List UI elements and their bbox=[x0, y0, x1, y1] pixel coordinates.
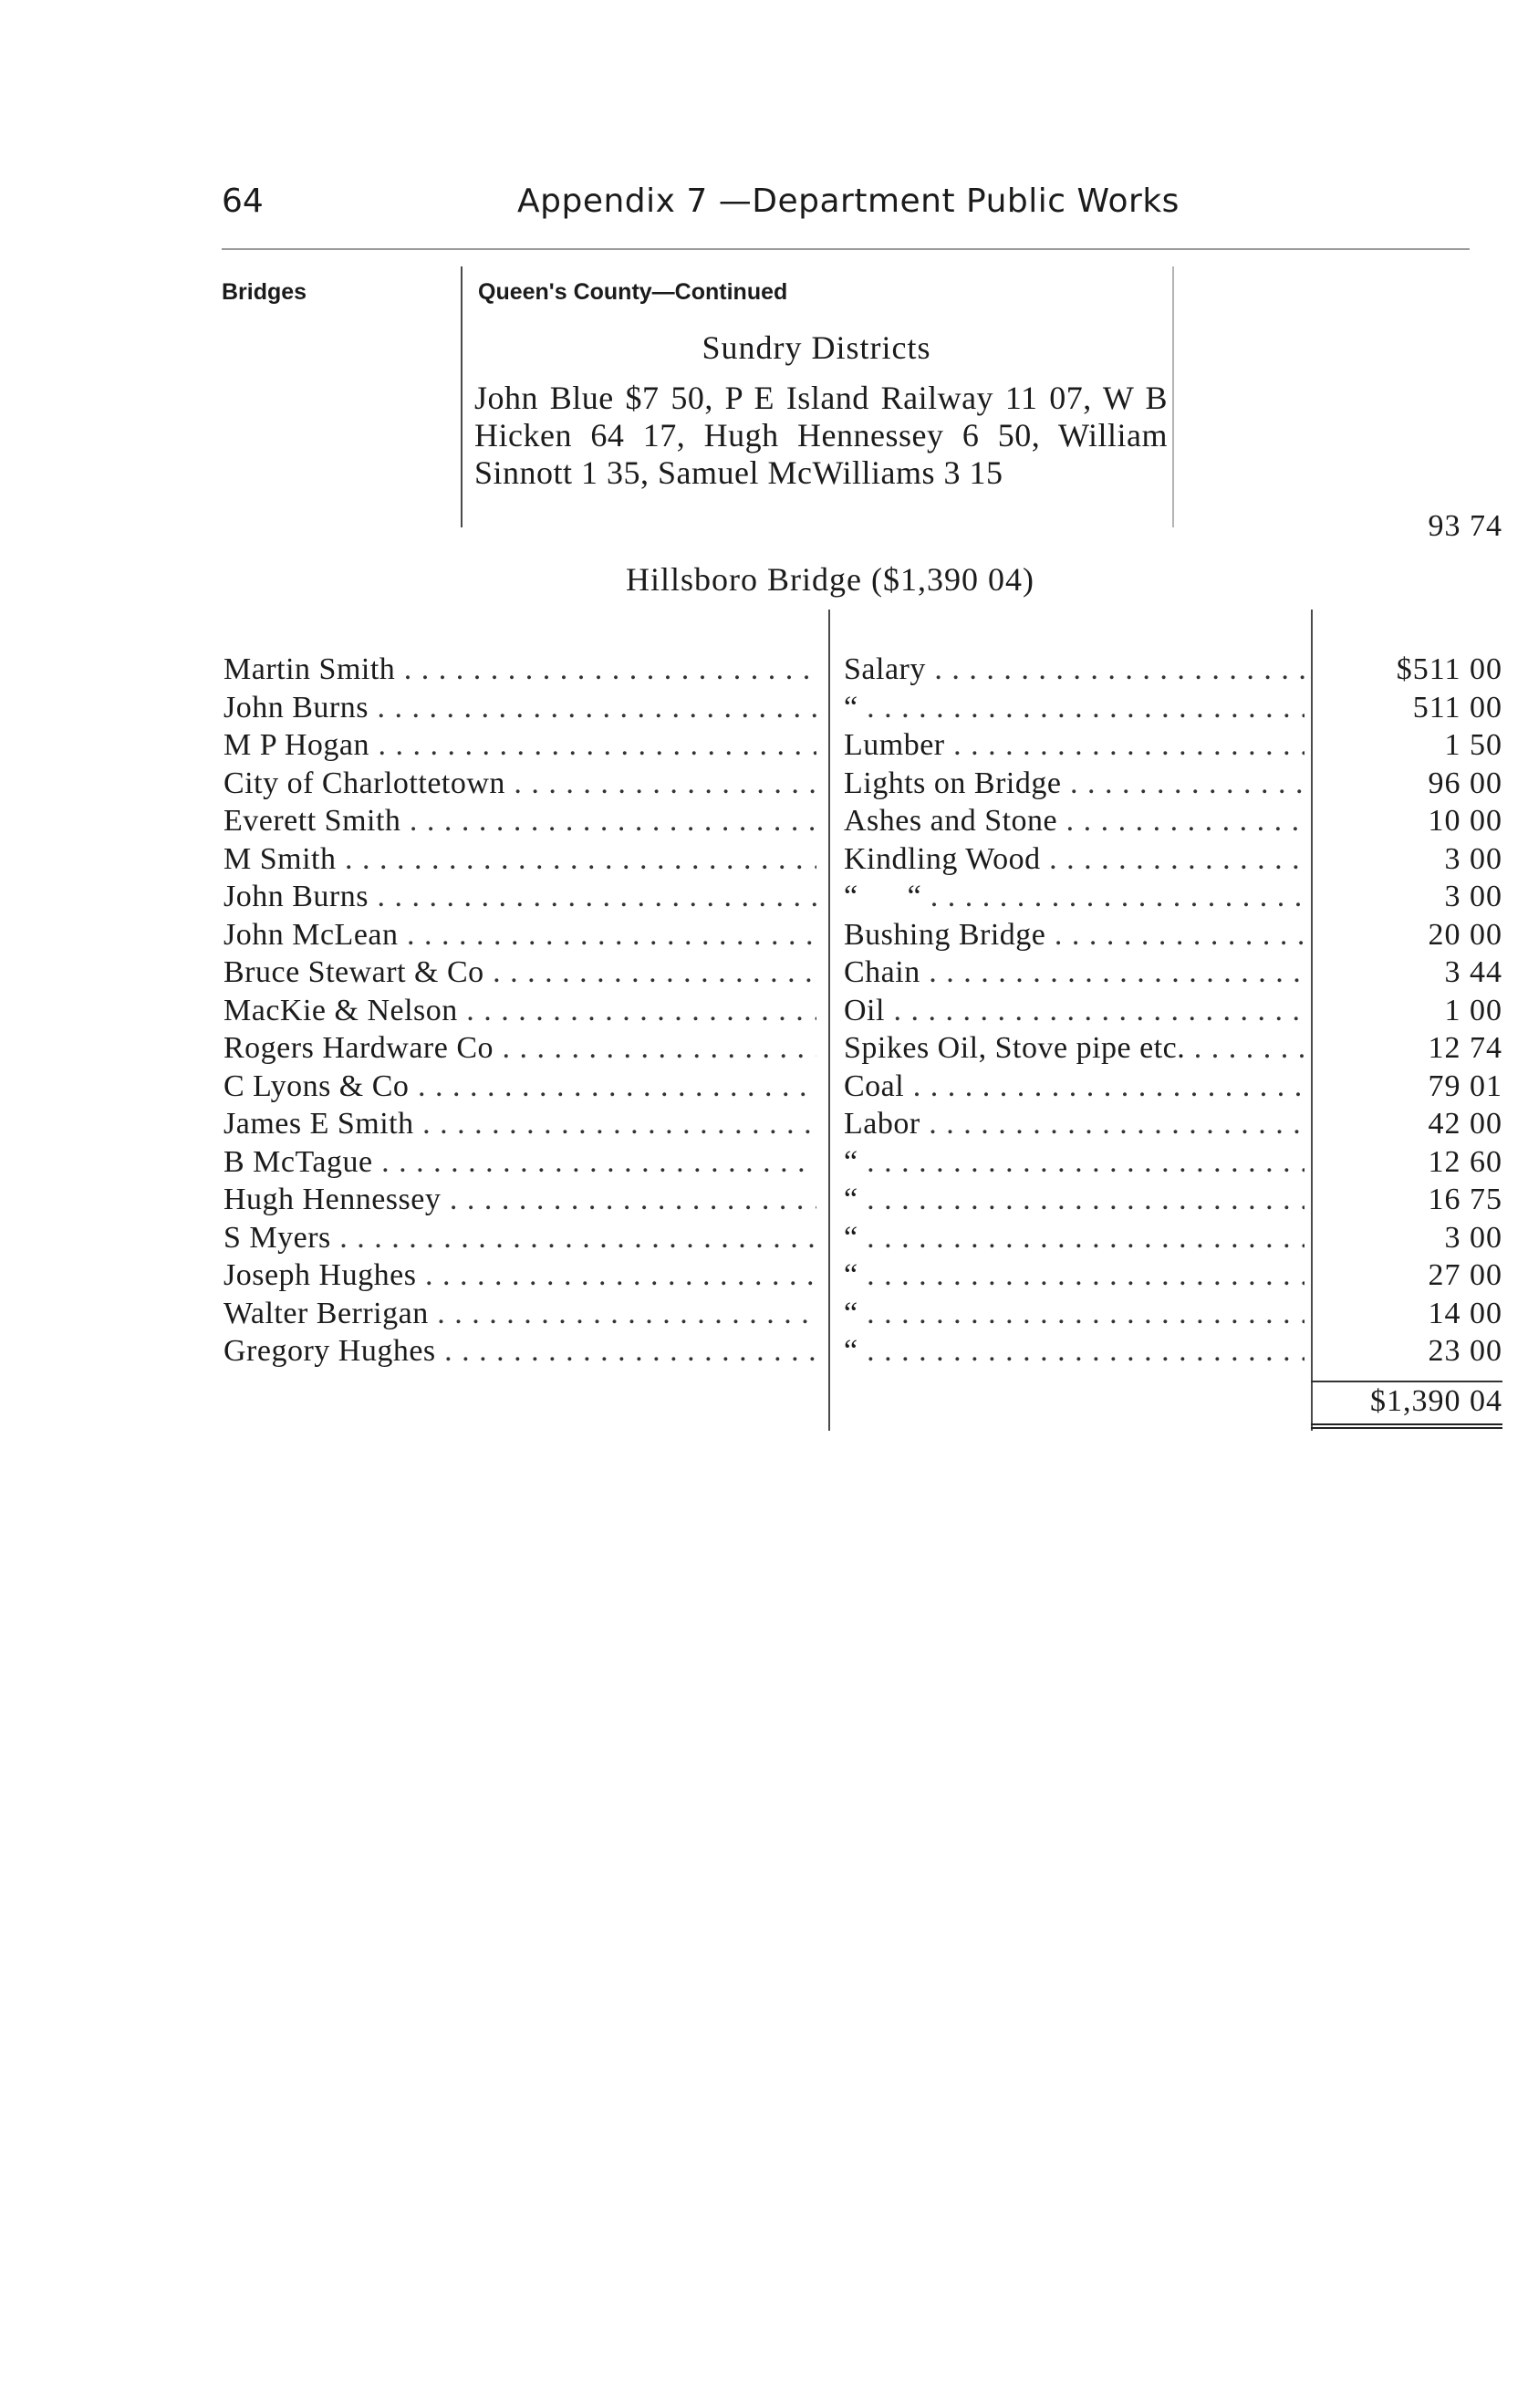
amount-cell: 12 60 bbox=[1428, 1145, 1502, 1179]
payee-name bbox=[223, 727, 816, 764]
leader-dots bbox=[926, 652, 1305, 686]
payee-name bbox=[223, 690, 816, 726]
amount-cell: 3 44 bbox=[1444, 955, 1502, 989]
ledger-row bbox=[0, 1333, 1528, 1370]
ledger-row bbox=[0, 1068, 1528, 1105]
leader-dots bbox=[858, 1258, 1305, 1292]
purpose-text: Spikes Oil, Stove pipe etc. bbox=[844, 1031, 1186, 1065]
purpose-text: Ashes and Stone bbox=[844, 804, 1058, 838]
leader-dots bbox=[1041, 842, 1305, 876]
payee-text: M P Hogan bbox=[223, 728, 370, 762]
purpose-text: Labor bbox=[844, 1107, 920, 1141]
ledger-row bbox=[0, 1182, 1528, 1218]
leader-dots bbox=[458, 994, 816, 1027]
payee-text: Rogers Hardware Co bbox=[223, 1031, 494, 1065]
purpose-text: Lumber bbox=[844, 728, 945, 762]
payee-text: C Lyons & Co bbox=[223, 1069, 410, 1103]
amount-cell: 14 00 bbox=[1428, 1297, 1502, 1330]
leader-dots bbox=[414, 1107, 816, 1141]
payee-text: Hugh Hennessey bbox=[223, 1183, 442, 1216]
purpose-text-cell bbox=[844, 1106, 1305, 1142]
purpose-text-cell bbox=[844, 803, 1305, 839]
hillsboro-title: Hillsboro Bridge ($1,390 04) bbox=[626, 561, 1034, 598]
leader-dots bbox=[1057, 804, 1305, 838]
purpose-text: “ “ bbox=[844, 880, 922, 913]
payee-name bbox=[223, 1296, 816, 1332]
page-number: 64 bbox=[222, 182, 264, 220]
ledger-row bbox=[0, 766, 1528, 802]
purpose-text-cell bbox=[844, 727, 1305, 764]
payee-name bbox=[223, 1068, 816, 1105]
ledger-row bbox=[0, 841, 1528, 878]
leader-dots bbox=[400, 804, 816, 838]
amount-cell: 3 00 bbox=[1444, 880, 1502, 913]
amount-cell: 16 75 bbox=[1428, 1183, 1502, 1216]
payee-text: John McLean bbox=[223, 918, 399, 952]
leader-dots bbox=[858, 1221, 1305, 1255]
header-rule bbox=[222, 248, 1470, 250]
purpose-text-cell bbox=[844, 1144, 1305, 1181]
ledger-row bbox=[0, 1296, 1528, 1332]
leader-dots bbox=[331, 1221, 816, 1255]
purpose-text: “ bbox=[844, 1145, 858, 1179]
purpose-text-cell bbox=[844, 1030, 1305, 1067]
purpose-text-cell bbox=[844, 1257, 1305, 1294]
payee-text: Bruce Stewart & Co bbox=[223, 955, 484, 989]
leader-dots bbox=[921, 880, 1305, 913]
purpose-text-cell bbox=[844, 841, 1305, 878]
sundry-title: Sundry Districts bbox=[702, 329, 931, 366]
purpose-text: Coal bbox=[844, 1069, 905, 1103]
payee-name bbox=[223, 841, 816, 878]
payee-name bbox=[223, 1333, 816, 1370]
leader-dots bbox=[409, 1069, 816, 1103]
leader-dots bbox=[904, 1069, 1305, 1103]
sundry-total: 93 74 bbox=[1428, 509, 1502, 543]
amount-cell: 10 00 bbox=[1428, 804, 1502, 838]
section-label: Bridges bbox=[222, 279, 307, 305]
total-rule-top bbox=[1311, 1381, 1502, 1382]
amount-cell: 27 00 bbox=[1428, 1258, 1502, 1292]
ledger-row bbox=[0, 917, 1528, 954]
ledger-row bbox=[0, 993, 1528, 1029]
leader-dots bbox=[369, 728, 816, 762]
purpose-text-cell bbox=[844, 690, 1305, 726]
amount-cell: 1 00 bbox=[1444, 994, 1502, 1027]
leader-dots bbox=[336, 842, 816, 876]
payee-name bbox=[223, 993, 816, 1029]
purpose-text: Oil bbox=[844, 994, 885, 1027]
ledger-row bbox=[0, 690, 1528, 726]
leader-dots bbox=[920, 1107, 1305, 1141]
payee-name bbox=[223, 1182, 816, 1218]
amount-cell: 79 01 bbox=[1428, 1069, 1502, 1103]
purpose-text: “ bbox=[844, 1334, 858, 1368]
leader-dots bbox=[505, 766, 816, 800]
amount-cell: 1 50 bbox=[1444, 728, 1502, 762]
leader-dots bbox=[858, 691, 1305, 724]
payee-text: Walter Berrigan bbox=[223, 1297, 429, 1330]
amount-cell: 3 00 bbox=[1444, 1221, 1502, 1255]
payee-name bbox=[223, 1144, 816, 1181]
purpose-text-cell bbox=[844, 1220, 1305, 1256]
purpose-text-cell bbox=[844, 879, 1305, 915]
purpose-text: Chain bbox=[844, 955, 920, 989]
leader-dots bbox=[494, 1031, 816, 1065]
ledger-row bbox=[0, 1106, 1528, 1142]
ledger-row bbox=[0, 1220, 1528, 1256]
payee-name bbox=[223, 954, 816, 991]
leader-dots bbox=[436, 1334, 816, 1368]
ledger-row bbox=[0, 879, 1528, 915]
ledger-row bbox=[0, 1144, 1528, 1181]
amount-cell: $511 00 bbox=[1396, 652, 1502, 686]
purpose-text-cell bbox=[844, 1182, 1305, 1218]
purpose-text: “ bbox=[844, 1258, 858, 1292]
payee-name bbox=[223, 879, 816, 915]
ledger-row bbox=[0, 954, 1528, 991]
ledger-row bbox=[0, 803, 1528, 839]
payee-text: Gregory Hughes bbox=[223, 1334, 436, 1368]
ledger-row bbox=[0, 1257, 1528, 1294]
amount-cell: 42 00 bbox=[1428, 1107, 1502, 1141]
leader-dots bbox=[858, 1334, 1305, 1368]
payee-text: Martin Smith bbox=[223, 652, 396, 686]
purpose-text-cell bbox=[844, 1296, 1305, 1332]
amount-cell: 20 00 bbox=[1428, 918, 1502, 952]
ledger-row bbox=[0, 727, 1528, 764]
leader-dots bbox=[858, 1183, 1305, 1216]
leader-dots bbox=[1185, 1031, 1305, 1065]
county-heading: Queen's County—Continued bbox=[478, 279, 788, 305]
leader-dots bbox=[885, 994, 1305, 1027]
leader-dots bbox=[369, 880, 816, 913]
purpose-text-cell bbox=[844, 652, 1305, 688]
leader-dots bbox=[1045, 918, 1305, 952]
purpose-text: Bushing Bridge bbox=[844, 918, 1046, 952]
purpose-text-cell bbox=[844, 917, 1305, 954]
sundry-column-rule bbox=[461, 266, 463, 527]
leader-dots bbox=[416, 1258, 816, 1292]
purpose-text-cell bbox=[844, 993, 1305, 1029]
ledger-row bbox=[0, 652, 1528, 688]
amount-cell: 23 00 bbox=[1428, 1334, 1502, 1368]
leader-dots bbox=[484, 955, 816, 989]
payee-text: M Smith bbox=[223, 842, 337, 876]
purpose-text: “ bbox=[844, 1221, 858, 1255]
payee-text: John Burns bbox=[223, 880, 369, 913]
amount-cell: 511 00 bbox=[1412, 691, 1502, 724]
ledger-row bbox=[0, 1030, 1528, 1067]
payee-text: John Burns bbox=[223, 691, 369, 724]
leader-dots bbox=[920, 955, 1305, 989]
purpose-text: “ bbox=[844, 691, 858, 724]
payee-text: City of Charlottetown bbox=[223, 766, 505, 800]
running-header: Appendix 7 —Department Public Works bbox=[517, 182, 1180, 220]
payee-text: Joseph Hughes bbox=[223, 1258, 417, 1292]
purpose-text-cell bbox=[844, 1068, 1305, 1105]
leader-dots bbox=[441, 1183, 816, 1216]
sundry-right-rule bbox=[1172, 266, 1174, 527]
leader-dots bbox=[858, 1297, 1305, 1330]
sundry-paragraph: John Blue $7 50, P E Island Railway 11 07, W B Hicken 64 17, Hugh Hennessey 6 50, William Sinnott 1 35, Samuel McWilliams 3 15 bbox=[474, 380, 1168, 491]
payee-text: B McTague bbox=[223, 1145, 373, 1179]
leader-dots bbox=[373, 1145, 816, 1179]
payee-name bbox=[223, 1220, 816, 1256]
payee-name bbox=[223, 917, 816, 954]
leader-dots bbox=[858, 1145, 1305, 1179]
payee-name bbox=[223, 803, 816, 839]
payee-text: James E Smith bbox=[223, 1107, 414, 1141]
purpose-text: “ bbox=[844, 1297, 858, 1330]
leader-dots bbox=[945, 728, 1305, 762]
payee-name bbox=[223, 652, 816, 688]
grand-total: $1,390 04 bbox=[1370, 1384, 1502, 1418]
leader-dots bbox=[1061, 766, 1305, 800]
purpose-text-cell bbox=[844, 954, 1305, 991]
leader-dots bbox=[399, 918, 816, 952]
amount-cell: 3 00 bbox=[1444, 842, 1502, 876]
total-double-rule bbox=[1311, 1423, 1502, 1429]
leader-dots bbox=[395, 652, 816, 686]
payee-name bbox=[223, 1030, 816, 1067]
purpose-text: Kindling Wood bbox=[844, 842, 1041, 876]
amount-cell: 12 74 bbox=[1428, 1031, 1502, 1065]
leader-dots bbox=[429, 1297, 816, 1330]
payee-name bbox=[223, 766, 816, 802]
payee-text: S Myers bbox=[223, 1221, 331, 1255]
amount-cell: 96 00 bbox=[1428, 766, 1502, 800]
purpose-text: Salary bbox=[844, 652, 926, 686]
payee-name bbox=[223, 1257, 816, 1294]
leader-dots bbox=[369, 691, 816, 724]
purpose-text: “ bbox=[844, 1183, 858, 1216]
payee-text: MacKie & Nelson bbox=[223, 994, 458, 1027]
payee-name bbox=[223, 1106, 816, 1142]
purpose-text-cell bbox=[844, 1333, 1305, 1370]
purpose-text: Lights on Bridge bbox=[844, 766, 1062, 800]
payee-text: Everett Smith bbox=[223, 804, 401, 838]
purpose-text-cell bbox=[844, 766, 1305, 802]
